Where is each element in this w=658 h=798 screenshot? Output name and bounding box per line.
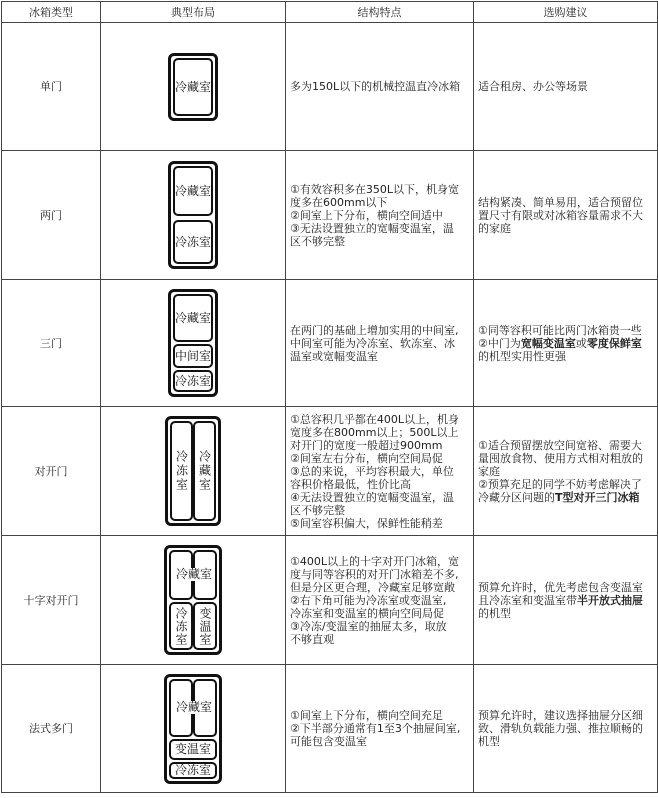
advice-text: 家庭 xyxy=(478,464,500,478)
compartment-freezer xyxy=(169,602,193,650)
feature-line: ③冷冻/变温室的抽屉太多，取放 xyxy=(290,619,447,633)
feature-line: ③总的来说，平均容积最大，单位 xyxy=(290,464,454,478)
header-row xyxy=(2,2,658,23)
feature-line: 区不够完整 xyxy=(290,234,345,248)
advice-cell xyxy=(474,151,658,280)
compartment-label: 冷冻室 xyxy=(174,763,211,777)
advice-cell xyxy=(474,280,658,407)
advice-cell xyxy=(474,23,658,151)
compartment-variable-temp xyxy=(169,739,217,760)
advice-line xyxy=(478,350,653,363)
table-row xyxy=(2,665,658,793)
features-cell xyxy=(286,23,474,151)
advice-line xyxy=(478,465,653,478)
compartment-label-vertical: 冷冻室 xyxy=(174,450,189,492)
feature-line: 在两门的基础上增加实用的中间室, xyxy=(290,323,459,337)
compartment-variable-temp xyxy=(193,602,217,650)
feature-line: ①间室上下分布，横向空间充足 xyxy=(290,709,443,722)
fridge-diagram-two-door xyxy=(168,161,218,269)
feature-line: ⑤间室容积偏大，保鲜性能稍差 xyxy=(290,516,443,530)
feature-line: 可能包含变温室 xyxy=(290,735,367,748)
compartment-label: 变温室 xyxy=(174,742,211,756)
compartment-label: 冷藏室 xyxy=(175,311,212,325)
advice-cell xyxy=(474,536,658,665)
fridge-type: 对开门 xyxy=(2,407,101,536)
advice-text: 的机型实用性更强 xyxy=(478,349,566,363)
advice-text: 冷藏分区问题的 xyxy=(478,490,555,504)
layout-cell xyxy=(101,23,286,151)
feature-line: 中间室可能为冷冻室、软冻室、冰 xyxy=(290,336,455,350)
feature-line: 宽度多在800mm以上；500L以上 xyxy=(290,425,459,439)
advice-line xyxy=(478,80,653,93)
advice-line xyxy=(478,209,653,222)
table-row xyxy=(2,23,658,151)
compartment-label: 冷藏室 xyxy=(176,567,213,581)
header-layout: 典型布局 xyxy=(101,2,286,23)
advice-line xyxy=(478,607,653,620)
features-cell xyxy=(286,536,474,665)
advice-bold: 半开放式抽屉 xyxy=(577,593,643,607)
feature-line: 冷冻室和变温室的横向空间局促 xyxy=(290,606,444,620)
header-advice: 选购建议 xyxy=(474,2,658,23)
advice-text: 且冷冻室和变温室带 xyxy=(478,593,577,607)
advice-line xyxy=(478,452,653,465)
compartment-label: 冷藏室 xyxy=(176,699,213,714)
advice-text: 量囤放食物、使用方式相对粗放的 xyxy=(478,451,643,465)
table-row xyxy=(2,151,658,280)
advice-text: ①适合预留摆放空间宽裕、需要大 xyxy=(478,438,642,452)
advice-text: ②预算充足的同学不妨考虑解决了 xyxy=(478,477,642,491)
advice-text: 致、滑轨负载能力强、推拉顺畅的 xyxy=(478,722,643,735)
compartment-label: 中间室 xyxy=(175,349,212,363)
fridge-diagram-three-door xyxy=(168,289,218,397)
feature-line: 度与同等容积的对开门冰箱差不多, xyxy=(290,567,459,581)
advice-text: ②中门为 xyxy=(478,336,521,350)
compartment-label: 冷冻室 xyxy=(175,235,212,249)
layout-cell xyxy=(101,665,286,793)
compartment-label-vertical: 变温室 xyxy=(198,606,212,646)
feature-line: ②间室上下分布，横向空间适中 xyxy=(290,208,443,222)
fridge-type: 单门 xyxy=(2,23,101,151)
advice-line xyxy=(478,722,653,735)
feature-line: ②下半部分通常有1至3个抽屉间室, xyxy=(290,722,461,735)
advice-cell xyxy=(474,665,658,793)
layout-cell xyxy=(101,151,286,280)
compartment-fridge xyxy=(193,421,216,521)
features-cell xyxy=(286,407,474,536)
advice-cell xyxy=(474,407,658,536)
advice-text: ①同等容积可能比两门冰箱贵一些 xyxy=(478,323,642,337)
compartment-freezer xyxy=(170,421,193,521)
feature-line: ①总容积几乎都在400L以上，机身 xyxy=(290,412,459,426)
compartment-middle xyxy=(173,344,213,368)
advice-text: 的家庭 xyxy=(478,221,511,235)
feature-line: 度多在600mm以下 xyxy=(290,195,388,209)
feature-line: 但是分区更合理，冷藏室足够宽敞 xyxy=(290,580,455,594)
advice-bold: T型对开三门冰箱 xyxy=(555,490,640,504)
feature-line: 多为150L以下的机械控温直冷冰箱 xyxy=(290,80,461,93)
features-cell xyxy=(286,151,474,280)
fridge-diagram-side-by-side xyxy=(165,416,221,526)
advice-line xyxy=(478,491,653,504)
header-type: 冰箱类型 xyxy=(2,2,101,23)
feature-line: 温室或宽幅变温室 xyxy=(290,349,378,363)
advice-text: 或 xyxy=(575,336,587,350)
advice-line xyxy=(478,709,653,722)
compartment-freezer xyxy=(173,220,213,264)
advice-text: 的机型 xyxy=(478,606,511,620)
feature-line: 区不够完整 xyxy=(290,503,345,517)
compartment-label-vertical: 冷冻室 xyxy=(174,606,188,646)
compartment-fridge xyxy=(173,166,213,216)
advice-bold: 宽幅变温室 xyxy=(520,336,576,350)
fridge-type: 法式多门 xyxy=(2,665,101,793)
compartment-fridge xyxy=(173,58,213,116)
advice-line xyxy=(478,222,653,235)
header-features: 结构特点 xyxy=(286,2,474,23)
layout-cell xyxy=(101,407,286,536)
advice-text: 预算允许时，建议选择抽屉分区细 xyxy=(478,709,643,722)
advice-line xyxy=(478,324,653,337)
advice-bold: 零度保鲜室 xyxy=(586,336,642,350)
table-row xyxy=(2,407,658,536)
fridge-type: 三门 xyxy=(2,280,101,407)
feature-line: ②右下角可能为冷冻室或变温室, xyxy=(290,593,447,607)
fridge-type: 两门 xyxy=(2,151,101,280)
feature-line: ②间室左右分布，横向空间局促 xyxy=(290,451,443,465)
table-row xyxy=(2,280,658,407)
compartment-fridge xyxy=(173,294,213,342)
advice-line xyxy=(478,337,653,350)
layout-cell xyxy=(101,280,286,407)
fridge-diagram-cross-door xyxy=(164,545,222,655)
compartment-freezer xyxy=(169,762,217,779)
compartment-label: 冷藏室 xyxy=(175,79,212,94)
feature-line: ①有效容积多在350L以下，机身宽 xyxy=(290,182,459,196)
advice-line xyxy=(478,594,653,607)
feature-line: ③无法设置独立的宽幅变温室，温 xyxy=(290,221,454,235)
advice-text: 结构紧凑、简单易用，适合预留位 xyxy=(478,195,643,209)
advice-text: 置尺寸有限或对冰箱容量需求不大 xyxy=(478,208,643,222)
table-row xyxy=(2,536,658,665)
fridge-diagram-french-door xyxy=(164,674,222,784)
features-cell xyxy=(286,665,474,793)
advice-line xyxy=(478,581,653,594)
fridge-comparison-table xyxy=(1,1,658,793)
fridge-type: 十字对开门 xyxy=(2,536,101,665)
advice-text: 适合租房、办公等场景 xyxy=(478,80,588,93)
advice-line xyxy=(478,735,653,748)
features-cell xyxy=(286,280,474,407)
advice-line xyxy=(478,439,653,452)
advice-text: 机型 xyxy=(478,735,500,748)
feature-line: ④无法设置独立的宽幅变温室，温 xyxy=(290,490,454,504)
compartment-freezer xyxy=(173,370,213,392)
compartment-label: 冷冻室 xyxy=(175,374,212,388)
compartment-label-vertical: 冷藏室 xyxy=(197,450,212,492)
layout-cell xyxy=(101,536,286,665)
feature-line: 容积价格最低，性价比高 xyxy=(290,477,411,491)
feature-line: ①400L以上的十字对开门冰箱，宽 xyxy=(290,554,459,568)
compartment-label: 冷藏室 xyxy=(175,184,212,198)
fridge-diagram-single-door xyxy=(168,53,218,121)
advice-line xyxy=(478,196,653,209)
feature-line: 不够直观 xyxy=(290,632,334,646)
advice-line xyxy=(478,478,653,491)
feature-line: 对开门的宽度一般超过900mm xyxy=(290,438,443,452)
advice-text: 预算允许时，优先考虑包含变温室 xyxy=(478,580,643,594)
